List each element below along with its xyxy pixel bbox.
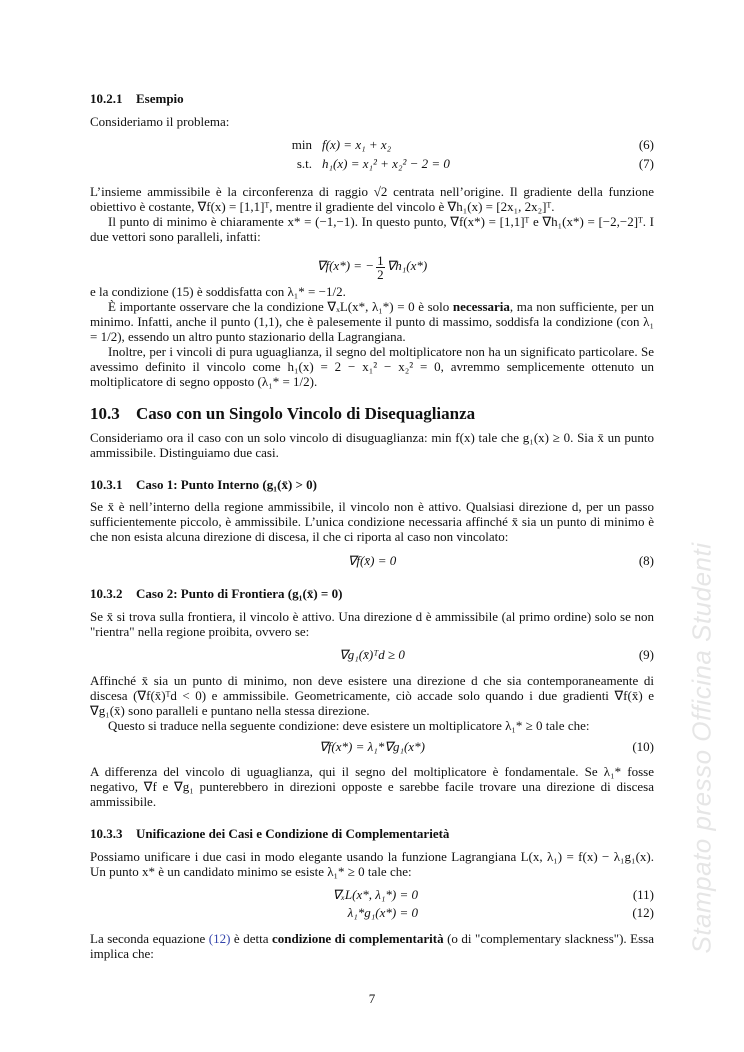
paragraph: Questo si traduce nella seguente condizione: deve esistere un moltiplicatore λ₁* ≥ 0 tale che: xyxy=(108,718,590,733)
section-number: 10.3.2 xyxy=(90,586,123,601)
eq-expr: h₁(x) = x₁² + x₂² − 2 = 0 xyxy=(322,156,450,171)
section-heading-10-3-3 xyxy=(90,826,654,841)
equation-12 xyxy=(90,905,654,921)
page-content xyxy=(90,91,654,1006)
watermark: Stampato presso Officina Studenti xyxy=(686,542,717,954)
numerator: 1 xyxy=(377,252,384,268)
paragraph: Possiamo unificare i due casi in modo elegante usando la funzione Lagrangiana L(x, λ₁) = f(x) − λ₁g₁(x). Un punto x* è un candidato minimo se esiste λ₁* ≥ 0 tale che: xyxy=(90,849,654,879)
paragraph: Inoltre, per i vincoli di pura uguaglianza, il segno del moltiplicatore non ha un significato particolare. Se avessimo definito il vincolo come h₁(x) = 2 − x₁² − x₂² = 0, avremmo semplicemente ottenuto un moltiplicatore di segno opposto (λ₁* = 1/2). xyxy=(90,344,654,389)
equation-7 xyxy=(90,156,654,172)
paragraph: Consideriamo il problema: xyxy=(90,114,230,129)
equation-reference-link[interactable]: (12) xyxy=(208,931,231,946)
text: (o di "complementary slackness"). Essa implica che: xyxy=(90,931,654,961)
text: È importante osservare che la condizione ∇ₓL(x*, λ₁*) = 0 è solo xyxy=(108,299,453,314)
section-title: Caso 1: Punto Interno (g₁(x̄) > 0) xyxy=(136,477,318,492)
eq-left: ∇f(x*) = − xyxy=(316,258,375,273)
eq-number: (6) xyxy=(638,137,654,152)
section-title: Caso 2: Punto di Frontiera (g₁(x̄) = 0) xyxy=(136,586,343,601)
section-title: Unificazione dei Casi e Condizione di Complementarietà xyxy=(136,826,450,841)
paragraph: L’insieme ammissibile è la circonferenza di raggio √2 centrata nell’origine. Il gradiente della funzione obiettivo è costante, ∇f(x) = [1,1]ᵀ, mentre il gradiente del vincolo è ∇h₁(x) = [2x₁, 2x₂]ᵀ. xyxy=(90,184,654,214)
eq-number: (8) xyxy=(638,553,654,568)
paragraph: Se x̄ è nell’interno della regione ammissibile, il vincolo non è attivo. Qualsiasi direzione d, per un passo sufficientemente piccolo, è ammissibile. L’unica condizione necessaria affinché x̄ sia un punto di minimo è che non esista alcuna direzione di discesa, il che ci riporta al caso non vincolato: xyxy=(90,499,654,544)
section-title: Caso con un Singolo Vincolo di Disequaglianza xyxy=(136,404,476,423)
eq-expr: ∇f(x̄) = 0 xyxy=(347,553,397,568)
section-number: 10.2.1 xyxy=(90,91,123,106)
section-heading-10-3-2 xyxy=(90,586,654,601)
equation-8 xyxy=(90,553,654,569)
section-title: Esempio xyxy=(136,91,184,106)
section-number: 10.3.3 xyxy=(90,826,123,841)
paragraph: e la condizione (15) è soddisfatta con λ₁* = −1/2. xyxy=(90,284,346,299)
equation-11 xyxy=(90,887,654,903)
eq-number: (9) xyxy=(638,647,654,662)
text: La seconda equazione xyxy=(90,931,209,946)
section-heading-10-3-1 xyxy=(90,477,654,492)
eq-expr: f(x) = x₁ + x₂ xyxy=(322,137,392,152)
eq-number: (11) xyxy=(632,887,654,902)
paragraph: A differenza del vincolo di uguaglianza, qui il segno del moltiplicatore è fondamentale. Se λ₁* fosse negativo, ∇f e ∇g₁ punterebbero in direzioni opposte e sarebbe facile trovare una direzione di discesa ammissibile. xyxy=(90,764,654,809)
equation-parallel xyxy=(90,252,654,280)
bold-text: necessaria xyxy=(452,299,510,314)
paragraph xyxy=(90,931,654,961)
paragraph: Il punto di minimo è chiaramente x* = (−1,−1). In questo punto, ∇f(x*) = [1,1]ᵀ e ∇h₁(x*) = [−2,−2]ᵀ. I due vettori sono paralleli, infatti: xyxy=(90,214,654,244)
paragraph: Affinché x̄ sia un punto di minimo, non deve esistere una direzione d che sia contemporaneamente di discesa (∇f(x̄)ᵀd < 0) e ammissibile. Geometricamente, ciò accade solo quando i due gradienti ∇f(x̄) e ∇g₁(x̄) sono paralleli e puntano nella stessa direzione. xyxy=(90,673,654,718)
paragraph: Consideriamo ora il caso con un solo vincolo di disuguaglianza: min f(x) tale che g₁(x) ≥ 0. Sia x̄ un punto ammissibile. Distinguiamo due casi. xyxy=(90,430,654,460)
paragraph xyxy=(90,299,654,344)
equation-6 xyxy=(90,137,654,153)
eq-number: (7) xyxy=(638,156,654,171)
equation-10 xyxy=(90,739,654,755)
eq-expr: ∇ₓL(x*, λ₁*) = 0 xyxy=(332,887,418,902)
eq-expr: ∇f(x*) = λ₁*∇g₁(x*) xyxy=(319,739,425,754)
section-number: 10.3 xyxy=(90,404,120,423)
fraction xyxy=(376,254,385,281)
text: è detta xyxy=(230,931,272,946)
section-number: 10.3.1 xyxy=(90,477,123,492)
equation-9 xyxy=(90,647,654,663)
section-heading-10-2-1 xyxy=(90,91,654,106)
eq-number: (10) xyxy=(632,739,654,754)
eq-expr: ∇g₁(x̄)ᵀd ≥ 0 xyxy=(339,647,405,662)
eq-label: min xyxy=(291,137,312,152)
paragraph: Se x̄ si trova sulla frontiera, il vincolo è attivo. Una direzione d è ammissibile (al primo ordine) solo se non "rientra" nella regione proibita, ovvero se: xyxy=(90,609,654,639)
eq-label: s.t. xyxy=(296,156,312,171)
eq-expr: λ₁*g₁(x*) = 0 xyxy=(347,905,418,920)
section-heading-10-3 xyxy=(90,404,654,424)
page-number: 7 xyxy=(368,991,376,1006)
bold-text: condizione di complementarità xyxy=(271,931,444,946)
eq-number: (12) xyxy=(632,905,654,920)
denominator: 2 xyxy=(377,266,384,282)
eq-right: ∇h₁(x*) xyxy=(386,258,428,273)
text: , ma non sufficiente, per un minimo. Infatti, anche il punto (1,1), che è palesemente il punto di massimo, soddisfa la condizione (con λ₁ = 1/2), essendo un altro punto stazionario della Lagrangiana. xyxy=(90,299,654,344)
